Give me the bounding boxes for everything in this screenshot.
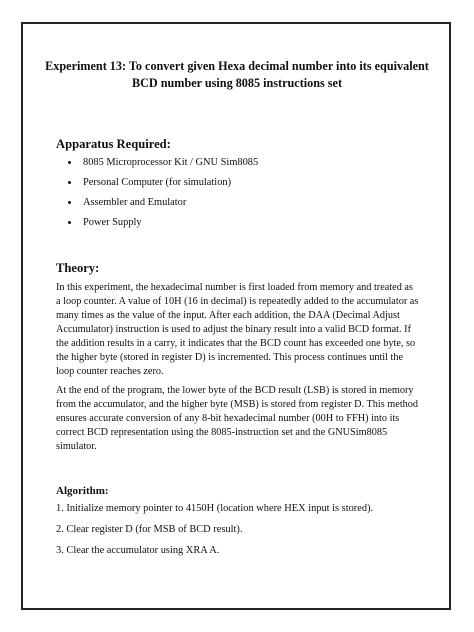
apparatus-list bbox=[68, 156, 258, 236]
apparatus-item bbox=[68, 216, 258, 236]
apparatus-item-label: Assembler and Emulator bbox=[83, 197, 187, 208]
algorithm-heading: Algorithm: bbox=[56, 485, 109, 497]
algorithm-step: 1. Initialize memory pointer to 4150H (location where HEX input is stored). bbox=[56, 503, 374, 514]
algorithm-step: 2. Clear register D (for MSB of BCD result). bbox=[56, 524, 243, 535]
theory-paragraph: At the end of the program, the lower byte of the BCD result (LSB) is stored in memory from the accumulator, and the higher byte (MSB) is stored from register D. This method ensures accurate conversion of any 8-bit hexadecimal number (00H to FFH) into its correct BCD representation using the 8085-instruction set and the GNUSim8085 simulator. bbox=[56, 385, 419, 452]
bullet-icon bbox=[68, 201, 71, 204]
apparatus-item-label: Power Supply bbox=[83, 217, 142, 228]
apparatus-item-label: Personal Computer (for simulation) bbox=[83, 177, 232, 188]
apparatus-item bbox=[68, 156, 258, 176]
theory-paragraph: In this experiment, the hexadecimal number is first loaded from memory and treated as a loop counter. A value of 10H (16 in decimal) is repeatedly added to the accumulator as many times as the value of the input. After each addition, the DAA (Decimal Adjust Accumulator) instruction is used to adjust the binary result into a valid BCD format. If the addition results in a carry, it indicates that the BCD count has exceeded one byte, so the higher byte (stored in register D) is incremented. This process continues until the loop counter reaches zero. bbox=[56, 282, 419, 377]
apparatus-heading: Apparatus Required: bbox=[56, 137, 171, 151]
apparatus-item bbox=[68, 176, 258, 196]
experiment-title: Experiment 13: To convert given Hexa decimal number into its equivalent BCD number using 8085 instructions set bbox=[45, 59, 429, 90]
theory-heading: Theory: bbox=[56, 261, 100, 275]
bullet-icon bbox=[68, 161, 71, 164]
bullet-icon bbox=[68, 181, 71, 184]
apparatus-item bbox=[68, 196, 258, 216]
algorithm-step: 3. Clear the accumulator using XRA A. bbox=[56, 545, 220, 556]
bullet-icon bbox=[68, 221, 71, 224]
apparatus-item-label: 8085 Microprocessor Kit / GNU Sim8085 bbox=[83, 157, 259, 168]
